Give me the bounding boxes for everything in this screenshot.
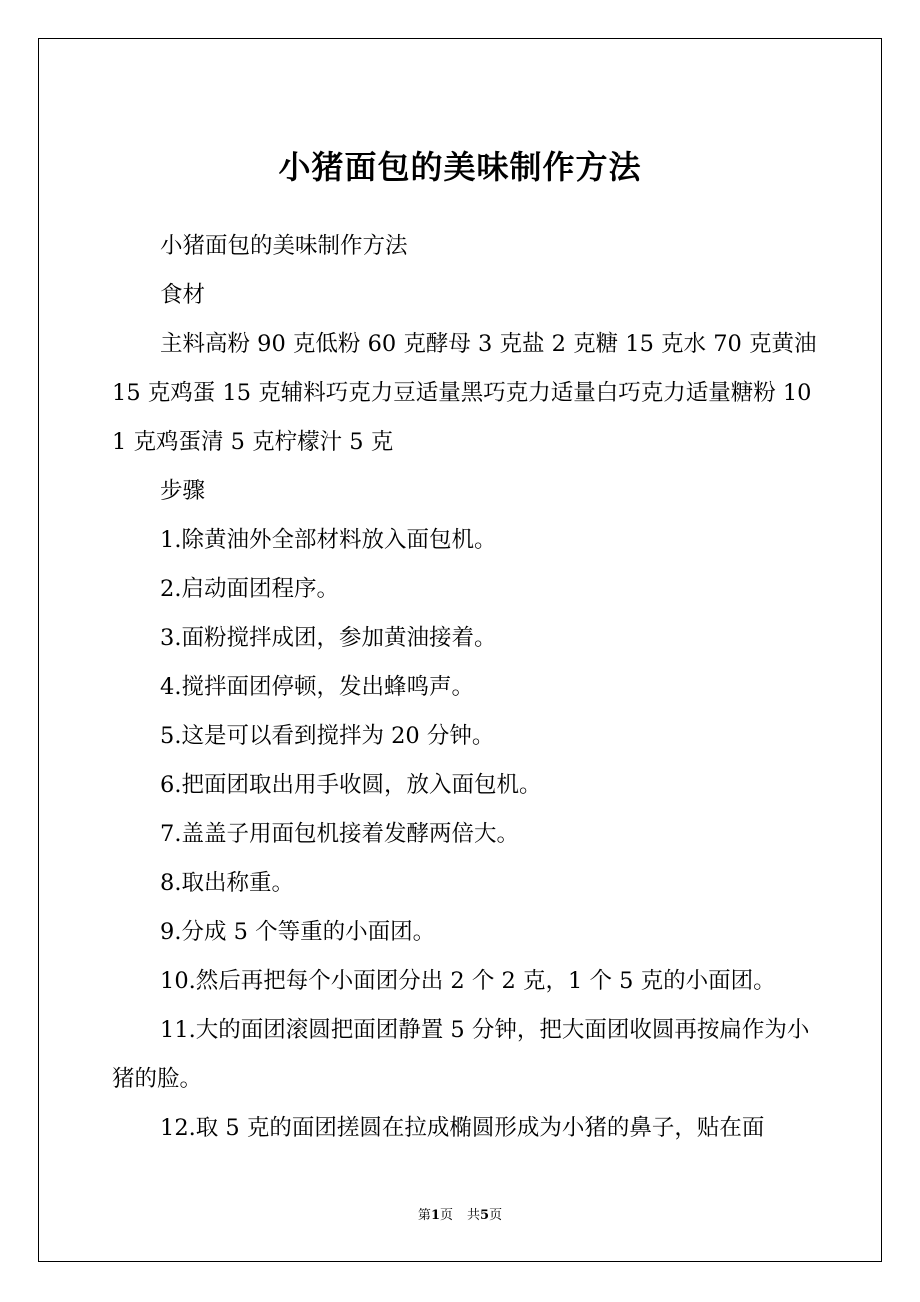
step-9: 9.分成 5 个等重的小面团。 [160,919,436,945]
document-title: 小猪面包的美味制作方法 [278,148,642,186]
step-1: 1.除黄油外全部材料放入面包机。 [160,527,497,553]
step-12: 12.取 5 克的面团搓圆在拉成椭圆形成为小猪的鼻子，贴在面 [160,1115,765,1141]
page-footer [0,1206,920,1226]
document-body [112,222,824,1153]
step-2: 2.启动面团程序。 [160,576,339,602]
step-5: 5.这是可以看到搅拌为 20 分钟。 [160,723,495,749]
step-10: 10.然后再把每个小面团分出 2 个 2 克，1 个 5 克的小面团。 [160,968,776,994]
footer-page-suffix: 页 [439,1208,453,1223]
paragraph-steps-heading: 步骤 [160,478,206,504]
footer-page-number: 1 [430,1208,440,1223]
step-6: 6.把面团取出用手收圆，放入面包机。 [160,772,542,798]
footer-total-suffix: 页 [489,1208,503,1223]
step-8: 8.取出称重。 [160,870,294,896]
paragraph-subtitle: 小猪面包的美味制作方法 [160,233,408,259]
paragraph-ingredients-heading: 食材 [160,282,206,308]
step-3: 3.面粉搅拌成团，参加黄油接着。 [160,625,497,651]
paragraph-ingredients-list: 主料高粉 90 克低粉 60 克酵母 3 克盐 2 克糖 15 克水 70 克黄油 15 克鸡蛋 15 克辅料巧克力豆适量黑巧克力适量白巧克力适量糖粉 101 克鸡蛋清 5 克柠檬汁 5 克 [112,331,817,455]
footer-total-pages: 5 [480,1208,490,1223]
step-7: 7.盖盖子用面包机接着发酵两倍大。 [160,821,519,847]
footer-page-prefix: 第 [417,1208,431,1223]
step-4: 4.搅拌面团停顿，发出蜂鸣声。 [160,674,474,700]
footer-total-prefix: 共 [467,1208,481,1223]
step-11: 11.大的面团滚圆把面团静置 5 分钟，把大面团收圆再按扁作为小猪的脸。 [112,1017,810,1092]
